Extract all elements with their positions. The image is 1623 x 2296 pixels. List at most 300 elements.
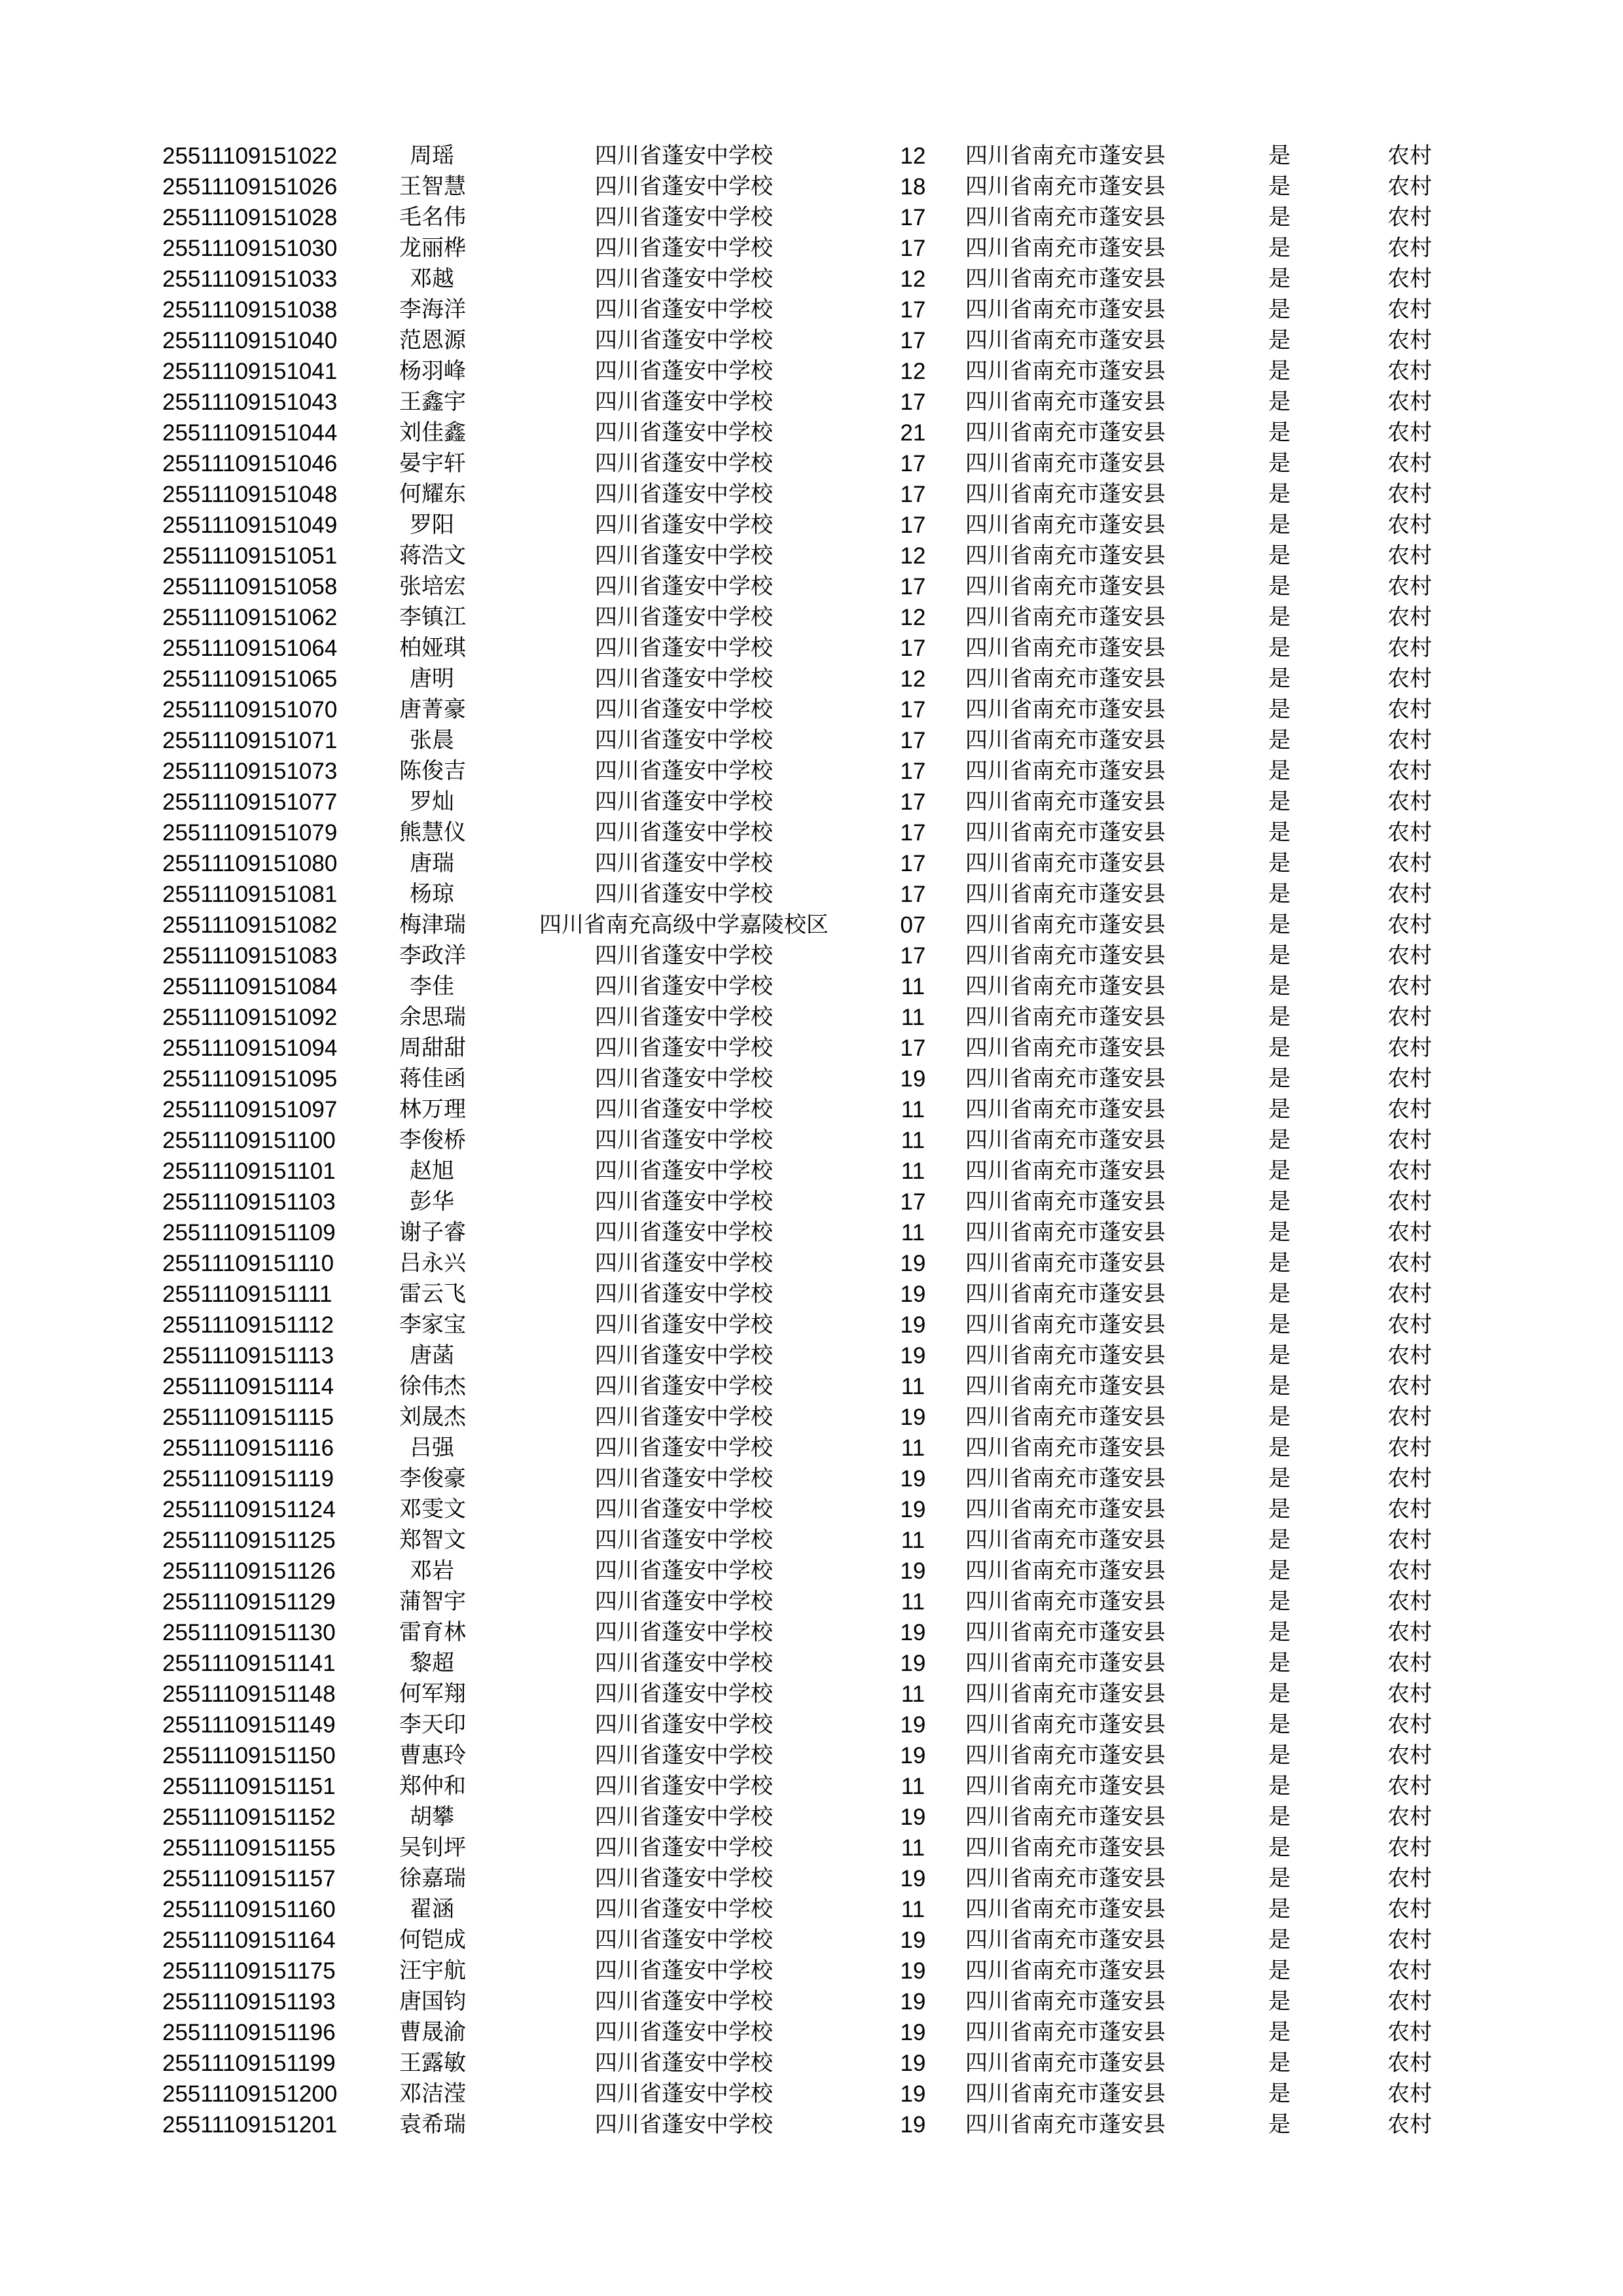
region-cell: 四川省南充市蓬安县: [965, 1712, 1166, 1738]
table-row: [0, 1248, 1623, 1279]
region-cell: 四川省南充市蓬安县: [965, 1158, 1166, 1184]
household-type-cell: 农村: [1387, 450, 1432, 476]
category-code-cell: 17: [900, 789, 926, 815]
region-cell: 四川省南充市蓬安县: [965, 143, 1166, 169]
eligibility-flag-cell: 是: [1268, 1373, 1291, 1399]
region-cell: 四川省南充市蓬安县: [965, 881, 1166, 907]
school-name-cell: 四川省蓬安中学校: [595, 973, 773, 999]
household-type-cell: 农村: [1387, 1865, 1432, 1892]
region-cell: 四川省南充市蓬安县: [965, 819, 1166, 846]
student-name-cell: 罗阳: [410, 512, 454, 538]
student-name-cell: 雷育林: [399, 1619, 466, 1645]
region-cell: 四川省南充市蓬安县: [965, 1804, 1166, 1830]
table-row: [0, 1279, 1623, 1310]
household-type-cell: 农村: [1387, 204, 1432, 230]
student-name-cell: 张晨: [410, 727, 454, 753]
household-type-cell: 农村: [1387, 1958, 1432, 1984]
school-name-cell: 四川省蓬安中学校: [595, 1496, 773, 1522]
table-row: [0, 1556, 1623, 1587]
exam-number-cell: 25511109151113: [162, 1343, 334, 1369]
household-type-cell: 农村: [1387, 512, 1432, 538]
region-cell: 四川省南充市蓬安县: [965, 1035, 1166, 1061]
student-list-table: [0, 141, 1623, 2140]
category-code-cell: 19: [900, 1312, 926, 1338]
category-code-cell: 19: [900, 1405, 926, 1430]
school-name-cell: 四川省蓬安中学校: [595, 1158, 773, 1184]
exam-number-cell: 25511109151152: [162, 1804, 336, 1830]
eligibility-flag-cell: 是: [1268, 973, 1291, 999]
eligibility-flag-cell: 是: [1268, 573, 1291, 600]
exam-number-cell: 25511109151071: [162, 728, 338, 753]
exam-number-cell: 25511109151097: [162, 1097, 338, 1122]
exam-number-cell: 25511109151065: [162, 666, 338, 692]
student-name-cell: 唐国钧: [399, 1988, 466, 2015]
exam-number-cell: 25511109151094: [162, 1035, 338, 1061]
student-name-cell: 李俊豪: [399, 1465, 466, 1492]
eligibility-flag-cell: 是: [1268, 2111, 1291, 2138]
category-code-cell: 11: [901, 974, 925, 999]
student-name-cell: 黎超: [410, 1650, 454, 1676]
school-name-cell: 四川省蓬安中学校: [595, 1465, 773, 1492]
eligibility-flag-cell: 是: [1268, 327, 1291, 353]
category-code-cell: 11: [901, 1897, 925, 1922]
school-name-cell: 四川省蓬安中学校: [595, 1958, 773, 1984]
table-row: [0, 1094, 1623, 1125]
category-code-cell: 11: [901, 1589, 925, 1615]
eligibility-flag-cell: 是: [1268, 266, 1291, 292]
eligibility-flag-cell: 是: [1268, 758, 1291, 784]
school-name-cell: 四川省蓬安中学校: [595, 1342, 773, 1369]
table-row: [0, 1525, 1623, 1556]
eligibility-flag-cell: 是: [1268, 1927, 1291, 1953]
student-name-cell: 毛名伟: [399, 204, 466, 230]
student-name-cell: 唐瑞: [410, 850, 454, 876]
region-cell: 四川省南充市蓬安县: [965, 1773, 1166, 1799]
household-type-cell: 农村: [1387, 1404, 1432, 1430]
exam-number-cell: 25511109151082: [162, 912, 338, 938]
category-code-cell: 19: [900, 1743, 926, 1768]
table-row: [0, 1587, 1623, 1617]
category-code-cell: 19: [900, 1558, 926, 1584]
category-code-cell: 19: [900, 2112, 926, 2138]
exam-number-cell: 25511109151049: [162, 512, 338, 538]
school-name-cell: 四川省蓬安中学校: [595, 143, 773, 169]
household-type-cell: 农村: [1387, 420, 1432, 446]
household-type-cell: 农村: [1387, 942, 1432, 969]
region-cell: 四川省南充市蓬安县: [965, 850, 1166, 876]
household-type-cell: 农村: [1387, 1127, 1432, 1153]
school-name-cell: 四川省蓬安中学校: [595, 327, 773, 353]
exam-number-cell: 25511109151125: [162, 1528, 336, 1553]
student-name-cell: 李政洋: [399, 942, 466, 969]
region-cell: 四川省南充市蓬安县: [965, 2081, 1166, 2107]
category-code-cell: 19: [900, 1928, 926, 1953]
eligibility-flag-cell: 是: [1268, 635, 1291, 661]
exam-number-cell: 25511109151160: [162, 1897, 336, 1922]
table-row: [0, 1894, 1623, 1925]
eligibility-flag-cell: 是: [1268, 1896, 1291, 1922]
table-row: [0, 2017, 1623, 2048]
eligibility-flag-cell: 是: [1268, 296, 1291, 323]
school-name-cell: 四川省蓬安中学校: [595, 758, 773, 784]
exam-number-cell: 25511109151193: [162, 1989, 336, 2015]
eligibility-flag-cell: 是: [1268, 1681, 1291, 1707]
eligibility-flag-cell: 是: [1268, 512, 1291, 538]
table-row: [0, 1494, 1623, 1525]
category-code-cell: 21: [900, 420, 926, 446]
region-cell: 四川省南充市蓬安县: [965, 1588, 1166, 1615]
household-type-cell: 农村: [1387, 912, 1432, 938]
category-code-cell: 17: [900, 512, 926, 538]
school-name-cell: 四川省蓬安中学校: [595, 604, 773, 630]
exam-number-cell: 25511109151103: [162, 1189, 336, 1215]
exam-number-cell: 25511109151111: [162, 1282, 332, 1307]
table-row: [0, 910, 1623, 941]
exam-number-cell: 25511109151175: [162, 1958, 336, 1984]
table-row: [0, 848, 1623, 879]
table-row: [0, 725, 1623, 756]
category-code-cell: 17: [900, 389, 926, 415]
school-name-cell: 四川省蓬安中学校: [595, 1896, 773, 1922]
table-row: [0, 1187, 1623, 1217]
table-row: [0, 571, 1623, 602]
household-type-cell: 农村: [1387, 389, 1432, 415]
category-code-cell: 19: [900, 1712, 926, 1738]
region-cell: 四川省南充市蓬安县: [965, 358, 1166, 384]
category-code-cell: 11: [901, 1220, 925, 1246]
school-name-cell: 四川省蓬安中学校: [595, 2111, 773, 2138]
school-name-cell: 四川省蓬安中学校: [595, 2050, 773, 2076]
table-row: [0, 1802, 1623, 1833]
region-cell: 四川省南充市蓬安县: [965, 1742, 1166, 1768]
student-name-cell: 李海洋: [399, 296, 466, 323]
household-type-cell: 农村: [1387, 2081, 1432, 2107]
school-name-cell: 四川省蓬安中学校: [595, 1650, 773, 1676]
household-type-cell: 农村: [1387, 1773, 1432, 1799]
category-code-cell: 19: [900, 1497, 926, 1522]
eligibility-flag-cell: 是: [1268, 1465, 1291, 1492]
exam-number-cell: 25511109151048: [162, 482, 338, 507]
school-name-cell: 四川省蓬安中学校: [595, 1619, 773, 1645]
student-name-cell: 郑仲和: [399, 1773, 466, 1799]
table-row: [0, 418, 1623, 448]
table-row: [0, 1925, 1623, 1956]
eligibility-flag-cell: 是: [1268, 450, 1291, 476]
category-code-cell: 17: [900, 1035, 926, 1061]
eligibility-flag-cell: 是: [1268, 1804, 1291, 1830]
eligibility-flag-cell: 是: [1268, 850, 1291, 876]
student-name-cell: 徐伟杰: [399, 1373, 466, 1399]
household-type-cell: 农村: [1387, 1312, 1432, 1338]
student-name-cell: 熊慧仪: [399, 819, 466, 846]
household-type-cell: 农村: [1387, 2019, 1432, 2045]
household-type-cell: 农村: [1387, 881, 1432, 907]
category-code-cell: 11: [901, 1097, 925, 1122]
eligibility-flag-cell: 是: [1268, 1250, 1291, 1276]
table-row: [0, 941, 1623, 971]
category-code-cell: 19: [900, 1651, 926, 1676]
school-name-cell: 四川省蓬安中学校: [595, 1066, 773, 1092]
table-row: [0, 633, 1623, 664]
category-code-cell: 17: [900, 697, 926, 723]
table-row: [0, 510, 1623, 541]
category-code-cell: 12: [900, 543, 926, 569]
eligibility-flag-cell: 是: [1268, 389, 1291, 415]
region-cell: 四川省南充市蓬安县: [965, 1958, 1166, 1984]
region-cell: 四川省南充市蓬安县: [965, 420, 1166, 446]
household-type-cell: 农村: [1387, 296, 1432, 323]
household-type-cell: 农村: [1387, 1804, 1432, 1830]
student-name-cell: 罗灿: [410, 789, 454, 815]
eligibility-flag-cell: 是: [1268, 358, 1291, 384]
household-type-cell: 农村: [1387, 1219, 1432, 1246]
eligibility-flag-cell: 是: [1268, 1527, 1291, 1553]
eligibility-flag-cell: 是: [1268, 173, 1291, 200]
exam-number-cell: 25511109151110: [162, 1251, 334, 1276]
table-row: [0, 1986, 1623, 2017]
school-name-cell: 四川省蓬安中学校: [595, 1250, 773, 1276]
table-row: [0, 602, 1623, 633]
category-code-cell: 19: [900, 1466, 926, 1492]
region-cell: 四川省南充市蓬安县: [965, 1404, 1166, 1430]
eligibility-flag-cell: 是: [1268, 1619, 1291, 1645]
student-name-cell: 曹晟渝: [399, 2019, 466, 2045]
student-name-cell: 周甜甜: [399, 1035, 466, 1061]
eligibility-flag-cell: 是: [1268, 1312, 1291, 1338]
table-row: [0, 787, 1623, 817]
exam-number-cell: 25511109151084: [162, 974, 338, 999]
student-name-cell: 谢子睿: [399, 1219, 466, 1246]
category-code-cell: 19: [900, 1989, 926, 2015]
category-code-cell: 17: [900, 851, 926, 876]
student-name-cell: 邓越: [410, 266, 454, 292]
household-type-cell: 农村: [1387, 696, 1432, 723]
school-name-cell: 四川省蓬安中学校: [595, 1281, 773, 1307]
school-name-cell: 四川省蓬安中学校: [595, 635, 773, 661]
table-row: [0, 1740, 1623, 1771]
student-name-cell: 唐菡: [410, 1342, 454, 1369]
household-type-cell: 农村: [1387, 819, 1432, 846]
region-cell: 四川省南充市蓬安县: [965, 727, 1166, 753]
region-cell: 四川省南充市蓬安县: [965, 1835, 1166, 1861]
school-name-cell: 四川省蓬安中学校: [595, 512, 773, 538]
region-cell: 四川省南充市蓬安县: [965, 1496, 1166, 1522]
eligibility-flag-cell: 是: [1268, 1558, 1291, 1584]
exam-number-cell: 25511109151046: [162, 451, 338, 476]
student-name-cell: 汪宇航: [399, 1958, 466, 1984]
table-row: [0, 141, 1623, 171]
category-code-cell: 12: [900, 359, 926, 384]
school-name-cell: 四川省蓬安中学校: [595, 1373, 773, 1399]
school-name-cell: 四川省蓬安中学校: [595, 420, 773, 446]
household-type-cell: 农村: [1387, 1066, 1432, 1092]
eligibility-flag-cell: 是: [1268, 819, 1291, 846]
household-type-cell: 农村: [1387, 727, 1432, 753]
student-name-cell: 邓岩: [410, 1558, 454, 1584]
exam-number-cell: 25511109151022: [162, 143, 338, 169]
table-row: [0, 1033, 1623, 1064]
eligibility-flag-cell: 是: [1268, 1435, 1291, 1461]
exam-number-cell: 25511109151083: [162, 943, 338, 969]
region-cell: 四川省南充市蓬安县: [965, 1004, 1166, 1030]
exam-number-cell: 25511109151130: [162, 1620, 336, 1645]
table-row: [0, 1710, 1623, 1740]
table-row: [0, 1064, 1623, 1094]
category-code-cell: 07: [900, 912, 926, 938]
category-code-cell: 19: [900, 1066, 926, 1092]
exam-number-cell: 25511109151079: [162, 820, 338, 846]
region-cell: 四川省南充市蓬安县: [965, 942, 1166, 969]
category-code-cell: 19: [900, 1804, 926, 1830]
school-name-cell: 四川省蓬安中学校: [595, 1035, 773, 1061]
household-type-cell: 农村: [1387, 1835, 1432, 1861]
region-cell: 四川省南充市蓬安县: [965, 1189, 1166, 1215]
table-row: [0, 1617, 1623, 1648]
eligibility-flag-cell: 是: [1268, 1342, 1291, 1369]
exam-number-cell: 25511109151129: [162, 1589, 336, 1615]
region-cell: 四川省南充市蓬安县: [965, 973, 1166, 999]
household-type-cell: 农村: [1387, 1988, 1432, 2015]
student-name-cell: 蒲智宇: [399, 1588, 466, 1615]
school-name-cell: 四川省蓬安中学校: [595, 1588, 773, 1615]
region-cell: 四川省南充市蓬安县: [965, 266, 1166, 292]
table-row: [0, 356, 1623, 387]
category-code-cell: 11: [901, 1435, 925, 1461]
table-row: [0, 1648, 1623, 1679]
student-name-cell: 彭华: [410, 1189, 454, 1215]
eligibility-flag-cell: 是: [1268, 2050, 1291, 2076]
school-name-cell: 四川省蓬安中学校: [595, 1681, 773, 1707]
table-row: [0, 387, 1623, 418]
school-name-cell: 四川省蓬安中学校: [595, 173, 773, 200]
household-type-cell: 农村: [1387, 604, 1432, 630]
student-name-cell: 郑智文: [399, 1527, 466, 1553]
school-name-cell: 四川省蓬安中学校: [595, 666, 773, 692]
table-row: [0, 1433, 1623, 1463]
category-code-cell: 19: [900, 1282, 926, 1307]
school-name-cell: 四川省蓬安中学校: [595, 481, 773, 507]
school-name-cell: 四川省蓬安中学校: [595, 1712, 773, 1738]
region-cell: 四川省南充市蓬安县: [965, 2111, 1166, 2138]
region-cell: 四川省南充市蓬安县: [965, 1435, 1166, 1461]
region-cell: 四川省南充市蓬安县: [965, 173, 1166, 200]
student-name-cell: 李佳: [410, 973, 454, 999]
exam-number-cell: 25511109151062: [162, 605, 338, 630]
student-name-cell: 邓洁滢: [399, 2081, 466, 2107]
eligibility-flag-cell: 是: [1268, 1773, 1291, 1799]
region-cell: 四川省南充市蓬安县: [965, 1465, 1166, 1492]
exam-number-cell: 25511109151077: [162, 789, 338, 815]
exam-number-cell: 25511109151064: [162, 636, 338, 661]
household-type-cell: 农村: [1387, 758, 1432, 784]
household-type-cell: 农村: [1387, 1650, 1432, 1676]
category-code-cell: 12: [900, 666, 926, 692]
exam-number-cell: 25511109151026: [162, 174, 338, 200]
household-type-cell: 农村: [1387, 481, 1432, 507]
table-row: [0, 1833, 1623, 1863]
category-code-cell: 12: [900, 605, 926, 630]
student-name-cell: 唐明: [410, 666, 454, 692]
category-code-cell: 17: [900, 759, 926, 784]
household-type-cell: 农村: [1387, 1158, 1432, 1184]
table-row: [0, 2109, 1623, 2140]
region-cell: 四川省南充市蓬安县: [965, 1281, 1166, 1307]
eligibility-flag-cell: 是: [1268, 1127, 1291, 1153]
student-name-cell: 李镇江: [399, 604, 466, 630]
region-cell: 四川省南充市蓬安县: [965, 666, 1166, 692]
region-cell: 四川省南充市蓬安县: [965, 1527, 1166, 1553]
student-name-cell: 曹惠玲: [399, 1742, 466, 1768]
school-name-cell: 四川省蓬安中学校: [595, 358, 773, 384]
exam-number-cell: 25511109151028: [162, 205, 338, 230]
exam-number-cell: 25511109151199: [162, 2051, 336, 2076]
table-row: [0, 1956, 1623, 1986]
household-type-cell: 农村: [1387, 1558, 1432, 1584]
household-type-cell: 农村: [1387, 266, 1432, 292]
household-type-cell: 农村: [1387, 358, 1432, 384]
household-type-cell: 农村: [1387, 1927, 1432, 1953]
region-cell: 四川省南充市蓬安县: [965, 296, 1166, 323]
eligibility-flag-cell: 是: [1268, 604, 1291, 630]
region-cell: 四川省南充市蓬安县: [965, 1312, 1166, 1338]
table-row: [0, 879, 1623, 910]
category-code-cell: 11: [901, 1835, 925, 1861]
exam-number-cell: 25511109151040: [162, 328, 338, 353]
eligibility-flag-cell: 是: [1268, 912, 1291, 938]
student-name-cell: 杨琼: [410, 881, 454, 907]
table-row: [0, 1002, 1623, 1033]
student-name-cell: 柏娅琪: [399, 635, 466, 661]
household-type-cell: 农村: [1387, 1373, 1432, 1399]
exam-number-cell: 25511109151149: [162, 1712, 336, 1738]
school-name-cell: 四川省蓬安中学校: [595, 1096, 773, 1122]
region-cell: 四川省南充市蓬安县: [965, 1896, 1166, 1922]
region-cell: 四川省南充市蓬安县: [965, 327, 1166, 353]
exam-number-cell: 25511109151073: [162, 759, 338, 784]
exam-number-cell: 25511109151201: [162, 2112, 338, 2138]
school-name-cell: 四川省蓬安中学校: [595, 1527, 773, 1553]
region-cell: 四川省南充市蓬安县: [965, 1681, 1166, 1707]
exam-number-cell: 25511109151101: [162, 1158, 336, 1184]
table-row: [0, 1402, 1623, 1433]
eligibility-flag-cell: 是: [1268, 1189, 1291, 1215]
school-name-cell: 四川省蓬安中学校: [595, 573, 773, 600]
table-row: [0, 1125, 1623, 1156]
school-name-cell: 四川省蓬安中学校: [595, 1835, 773, 1861]
school-name-cell: 四川省南充高级中学嘉陵校区: [539, 912, 829, 938]
student-name-cell: 龙丽桦: [399, 235, 466, 261]
school-name-cell: 四川省蓬安中学校: [595, 942, 773, 969]
category-code-cell: 19: [900, 1620, 926, 1645]
household-type-cell: 农村: [1387, 1004, 1432, 1030]
region-cell: 四川省南充市蓬安县: [965, 573, 1166, 600]
household-type-cell: 农村: [1387, 1250, 1432, 1276]
student-name-cell: 林万理: [399, 1096, 466, 1122]
household-type-cell: 农村: [1387, 1281, 1432, 1307]
household-type-cell: 农村: [1387, 666, 1432, 692]
region-cell: 四川省南充市蓬安县: [965, 1127, 1166, 1153]
table-row: [0, 2048, 1623, 2079]
student-name-cell: 李家宝: [399, 1312, 466, 1338]
exam-number-cell: 25511109151155: [162, 1835, 336, 1861]
eligibility-flag-cell: 是: [1268, 1158, 1291, 1184]
eligibility-flag-cell: 是: [1268, 789, 1291, 815]
region-cell: 四川省南充市蓬安县: [965, 604, 1166, 630]
school-name-cell: 四川省蓬安中学校: [595, 696, 773, 723]
school-name-cell: 四川省蓬安中学校: [595, 235, 773, 261]
region-cell: 四川省南充市蓬安县: [965, 696, 1166, 723]
household-type-cell: 农村: [1387, 573, 1432, 600]
